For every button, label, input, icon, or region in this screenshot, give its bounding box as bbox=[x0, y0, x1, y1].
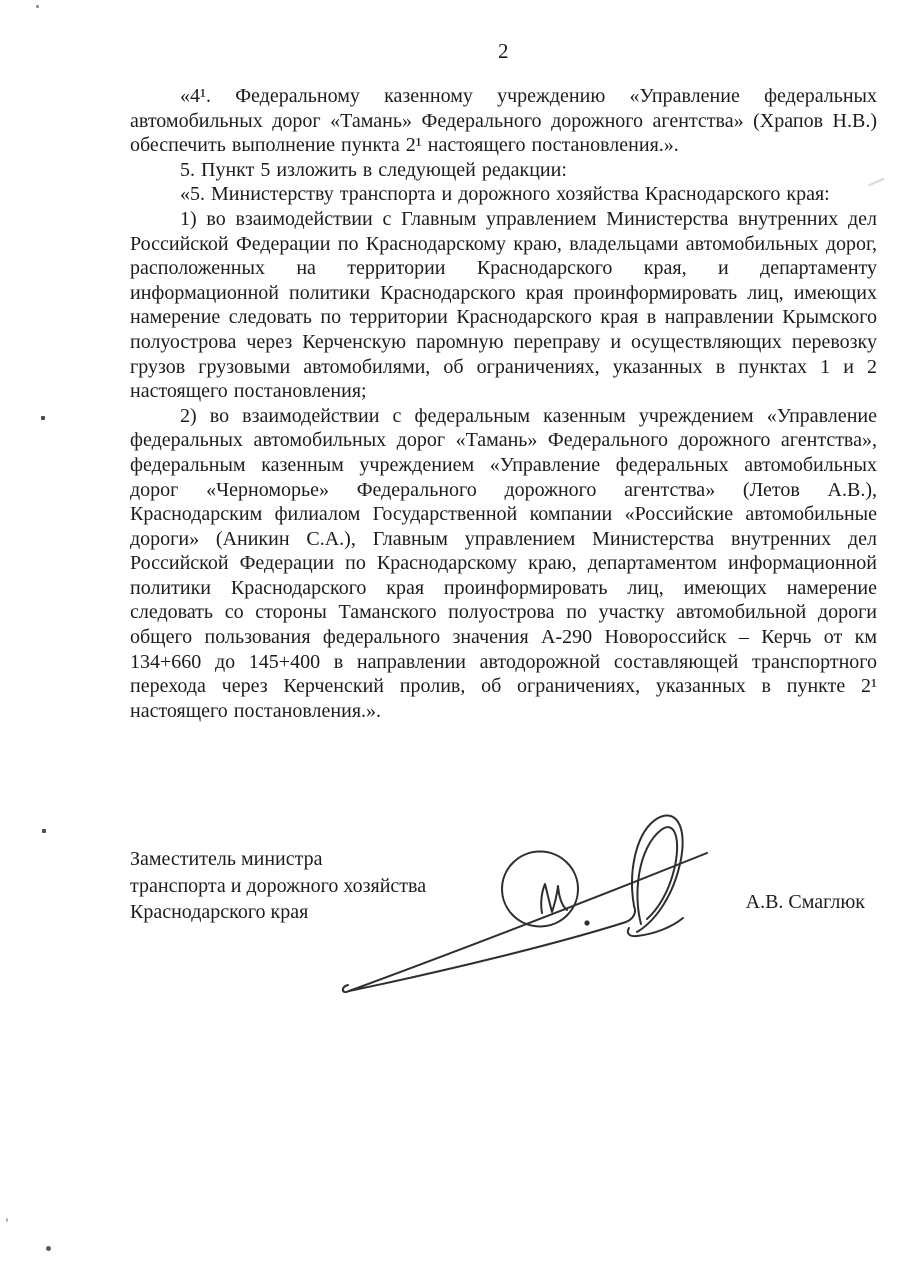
paragraph-subitem-2: 2) во взаимодействии с федеральным казенным учреждением «Управление федеральных автомобильных дорог «Тамань» Федерального дорожного агентства», федеральным казенным учреждением «Управление федеральных автомобильных дорог «Черноморье» Федерального дорожного агентства» (Летов А.В.), Краснодарским филиалом Государственной компании «Российские автомобильные дороги» (Аникин С.А.), Главным управлением Министерства внутренних дел Российской Федерации по Краснодарскому краю, департаментом информационной политики Краснодарского края проинформировать лиц, имеющих намерение следовать со стороны Таманского полуострова по участку автомобильной дороги общего пользования федерального значения А-290 Новороссийск – Керчь от км 134+660 до 145+400 в направлении автодорожной составляющей транспортного перехода через Керченский пролив, об ограничениях, указанных в пункте 2¹ настоящего постановления.». bbox=[130, 404, 877, 722]
page-number: 2 bbox=[498, 39, 509, 63]
scan-speck bbox=[42, 829, 46, 833]
signer-name: А.В. Смаглюк bbox=[745, 891, 865, 913]
document-body bbox=[130, 84, 877, 723]
signer-position-line-1: Заместитель министра bbox=[130, 848, 323, 870]
scan-speck bbox=[46, 1246, 51, 1251]
paragraph-5-heading: «5. Министерству транспорта и дорожного хозяйства Краснодарского края: bbox=[180, 183, 830, 206]
signer-position-line-3: Краснодарского края bbox=[130, 901, 309, 923]
handwritten-signature-icon bbox=[330, 806, 710, 1001]
paragraph-5-intro: 5. Пункт 5 изложить в следующей редакции: bbox=[180, 158, 567, 181]
scan-speck bbox=[41, 416, 45, 420]
signer-position-line-2: транспорта и дорожного хозяйства bbox=[130, 874, 427, 897]
paragraph-subitem-1: 1) во взаимодействии с Главным управлением Министерства внутренних дел Российской Федерации по Краснодарскому краю, владельцами автомобильных дорог, расположенных на территории Краснодарского края, и департаменту информационной политики Краснодарского края проинформировать лиц, имеющих намерение следовать по территории Краснодарского края в направлении Крымского полуострова через Керченскую паромную переправу и осуществляющих перевозку грузов грузовыми автомобилями, об ограничениях, указанных в пунктах 1 и 2 настоящего постановления; bbox=[130, 207, 877, 403]
paragraph-4-1: «4¹. Федеральному казенному учреждению «Управление федеральных автомобильных дорог «Тамань» Федерального дорожного агентства» (Храпов Н.В.) обеспечить выполнение пункта 2¹ настоящего постановления.». bbox=[130, 85, 877, 157]
scan-speck bbox=[6, 1218, 8, 1222]
scan-speck bbox=[36, 5, 39, 8]
